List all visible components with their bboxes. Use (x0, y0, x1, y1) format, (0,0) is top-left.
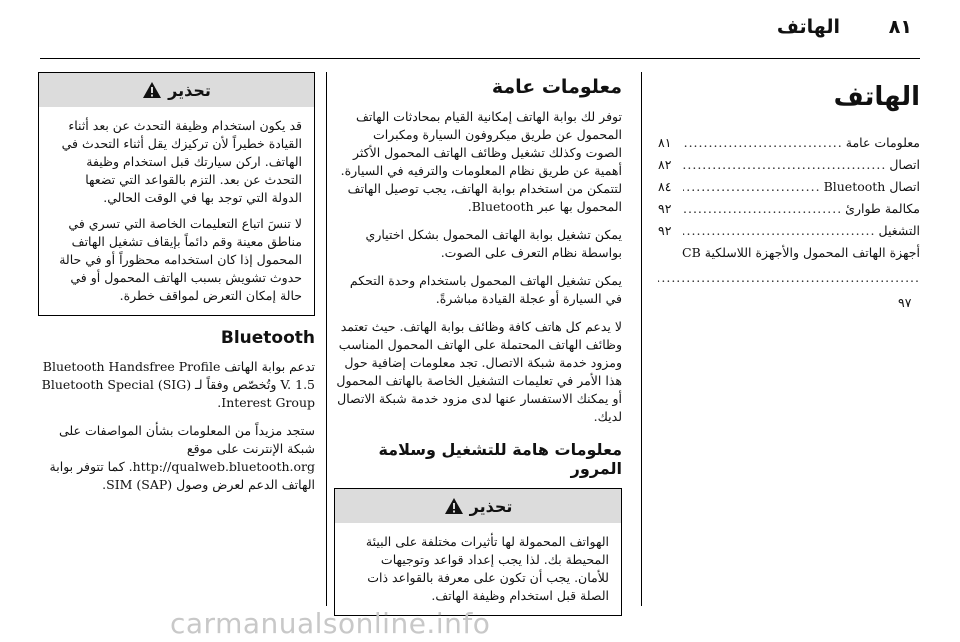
toc-item-page: ٩٢ (658, 201, 672, 216)
general-paragraph: يمكن تشغيل الهاتف المحمول باستخدام وحدة التحكم في السيارة أو عجلة القيادة مباشرةً. (349, 273, 622, 306)
toc-item-page: ٨٤ (658, 179, 672, 194)
general-paragraph: لا يدعم كل هاتف كافة وظائف بوابة الهاتف. حيث تعتمد وظائف الهاتف المحتملة على الهاتف المحمول المناسب ومزود خدمة شبكة الاتصال. تجد معلومات إضافية حول هذا الأمر في تعليمات التشغيل الخاصة بالهاتف المحمول أو يمكنك الاستفسار عنها لدى مزود خدمة شبكة الاتصال لديك. (336, 319, 622, 424)
warning-text: الهواتف المحمولة لها تأثيرات مختلفة على البيئة المحيطة بك. لذا يجب إعداد قواعد وتوجيهات للأمان. يجب أن تكون على معرفة بالقواعد ذات الصلة قبل استخدام وظيفة الهاتف. (365, 534, 609, 603)
page-number: ٨١ (888, 16, 912, 38)
warning-title: تحذير (469, 496, 513, 516)
safety-warning-box (334, 488, 622, 616)
toc-leader (683, 154, 886, 176)
warning-header (39, 73, 314, 107)
toc-item-bluetooth[interactable] (658, 176, 920, 198)
toc-leader (683, 176, 821, 198)
toc-item-emergency[interactable] (658, 198, 920, 220)
warning-text: قد يكون استخدام وظيفة التحدث عن بعد أثناء القيادة خطيراً لأن تركيزك يقل أثناء التحدث في الهاتف. اركن سيارتك قبل استخدام وظيفة التحدث عن بعد. التزم بالقواعد التي تضعها الدولة التي توجد بها في الوقت الحالي. (61, 118, 302, 205)
side-section (38, 72, 315, 504)
warning-header (335, 489, 621, 523)
general-info-section (334, 72, 622, 628)
toc-leader (683, 198, 842, 220)
toc-item-page: ٨١ (658, 135, 672, 150)
toc-item-label: أجهزة الهاتف المحمول والأجهزة اللاسلكية CB (682, 245, 920, 260)
header-title: الهاتف (776, 16, 840, 38)
toc-item-label: اتصال (889, 157, 920, 172)
toc-leader (683, 220, 876, 242)
bluetooth-heading: Bluetooth (220, 328, 315, 348)
toc-item-page: ٩٢ (658, 223, 672, 238)
watermark: carmanualsonline.info (170, 607, 491, 640)
toc-item-cb-devices[interactable] (658, 242, 920, 314)
general-paragraph: يمكن تشغيل بوابة الهاتف المحمول بشكل اختياري بواسطة نظام التعرف على الصوت. (365, 227, 622, 260)
toc-item-operation[interactable] (658, 220, 920, 242)
toc-item-connection[interactable] (658, 154, 920, 176)
safety-heading: معلومات هامة للتشغيل وسلامة المرور (378, 440, 622, 478)
general-info-heading: معلومات عامة (491, 76, 622, 98)
column-divider (326, 72, 327, 606)
warning-triangle-icon (142, 81, 162, 99)
column-divider (641, 72, 642, 606)
driving-warning-box (38, 72, 315, 316)
warning-body (39, 107, 314, 315)
bluetooth-paragraph: ستجد مزيداً من المعلومات بشأن المواصفات على شبكة الإنترنت على موقع http://qualweb.bluetooth.org. كما تتوفر بوابة الهاتف الدعم لعرض وصول SIM (SAP). (49, 423, 315, 492)
page-header (40, 10, 920, 59)
toc-section (658, 72, 920, 314)
toc-item-label: اتصال Bluetooth (823, 179, 920, 194)
toc-item-label: معلومات عامة (845, 135, 920, 150)
general-paragraph: توفر لك بوابة الهاتف إمكانية القيام بمحادثات الهاتف المحمول عن طريق ميكروفون السيارة ومكبرات الصوت وكذلك تشغيل وظائف الهاتف المحمول الأكثر أهمية عن طريق نظام المعلومات والترفيه في السيارة. لتتمكن من استخدام بوابة الهاتف، يجب توصيل الهاتف المحمول بها عبر Bluetooth. (340, 109, 622, 214)
toc-heading: الهاتف (833, 82, 920, 112)
toc-item-page: ٨٢ (658, 157, 672, 172)
warning-text: لا تنسَ اتباع التعليمات الخاصة التي تسري في مناطق معينة وقم دائماً بإيقاف تشغيل الهاتف المحمول إذا كان استخدامه محظوراً أو في حالة حدوث تشويش بسبب الهاتف المحمول أو في حالة إمكان التعرض لمواقف خطرة. (59, 216, 302, 303)
warning-title: تحذير (168, 80, 211, 100)
warning-triangle-icon (444, 497, 464, 515)
toc-list (658, 132, 920, 314)
toc-leader (658, 267, 920, 289)
toc-item-label: مكالمة طوارئ (845, 201, 920, 216)
toc-item-page: ٩٧ (898, 295, 912, 310)
warning-body (335, 523, 621, 615)
toc-leader (683, 132, 843, 154)
bluetooth-paragraph: تدعم بوابة الهاتف Bluetooth Handsfree Profile V. 1.5 وتُخصّص وفقاً لـ (SIG) Bluetooth Special Interest Group. (41, 359, 315, 410)
toc-item-label: التشغيل (878, 223, 920, 238)
toc-item-general[interactable] (658, 132, 920, 154)
